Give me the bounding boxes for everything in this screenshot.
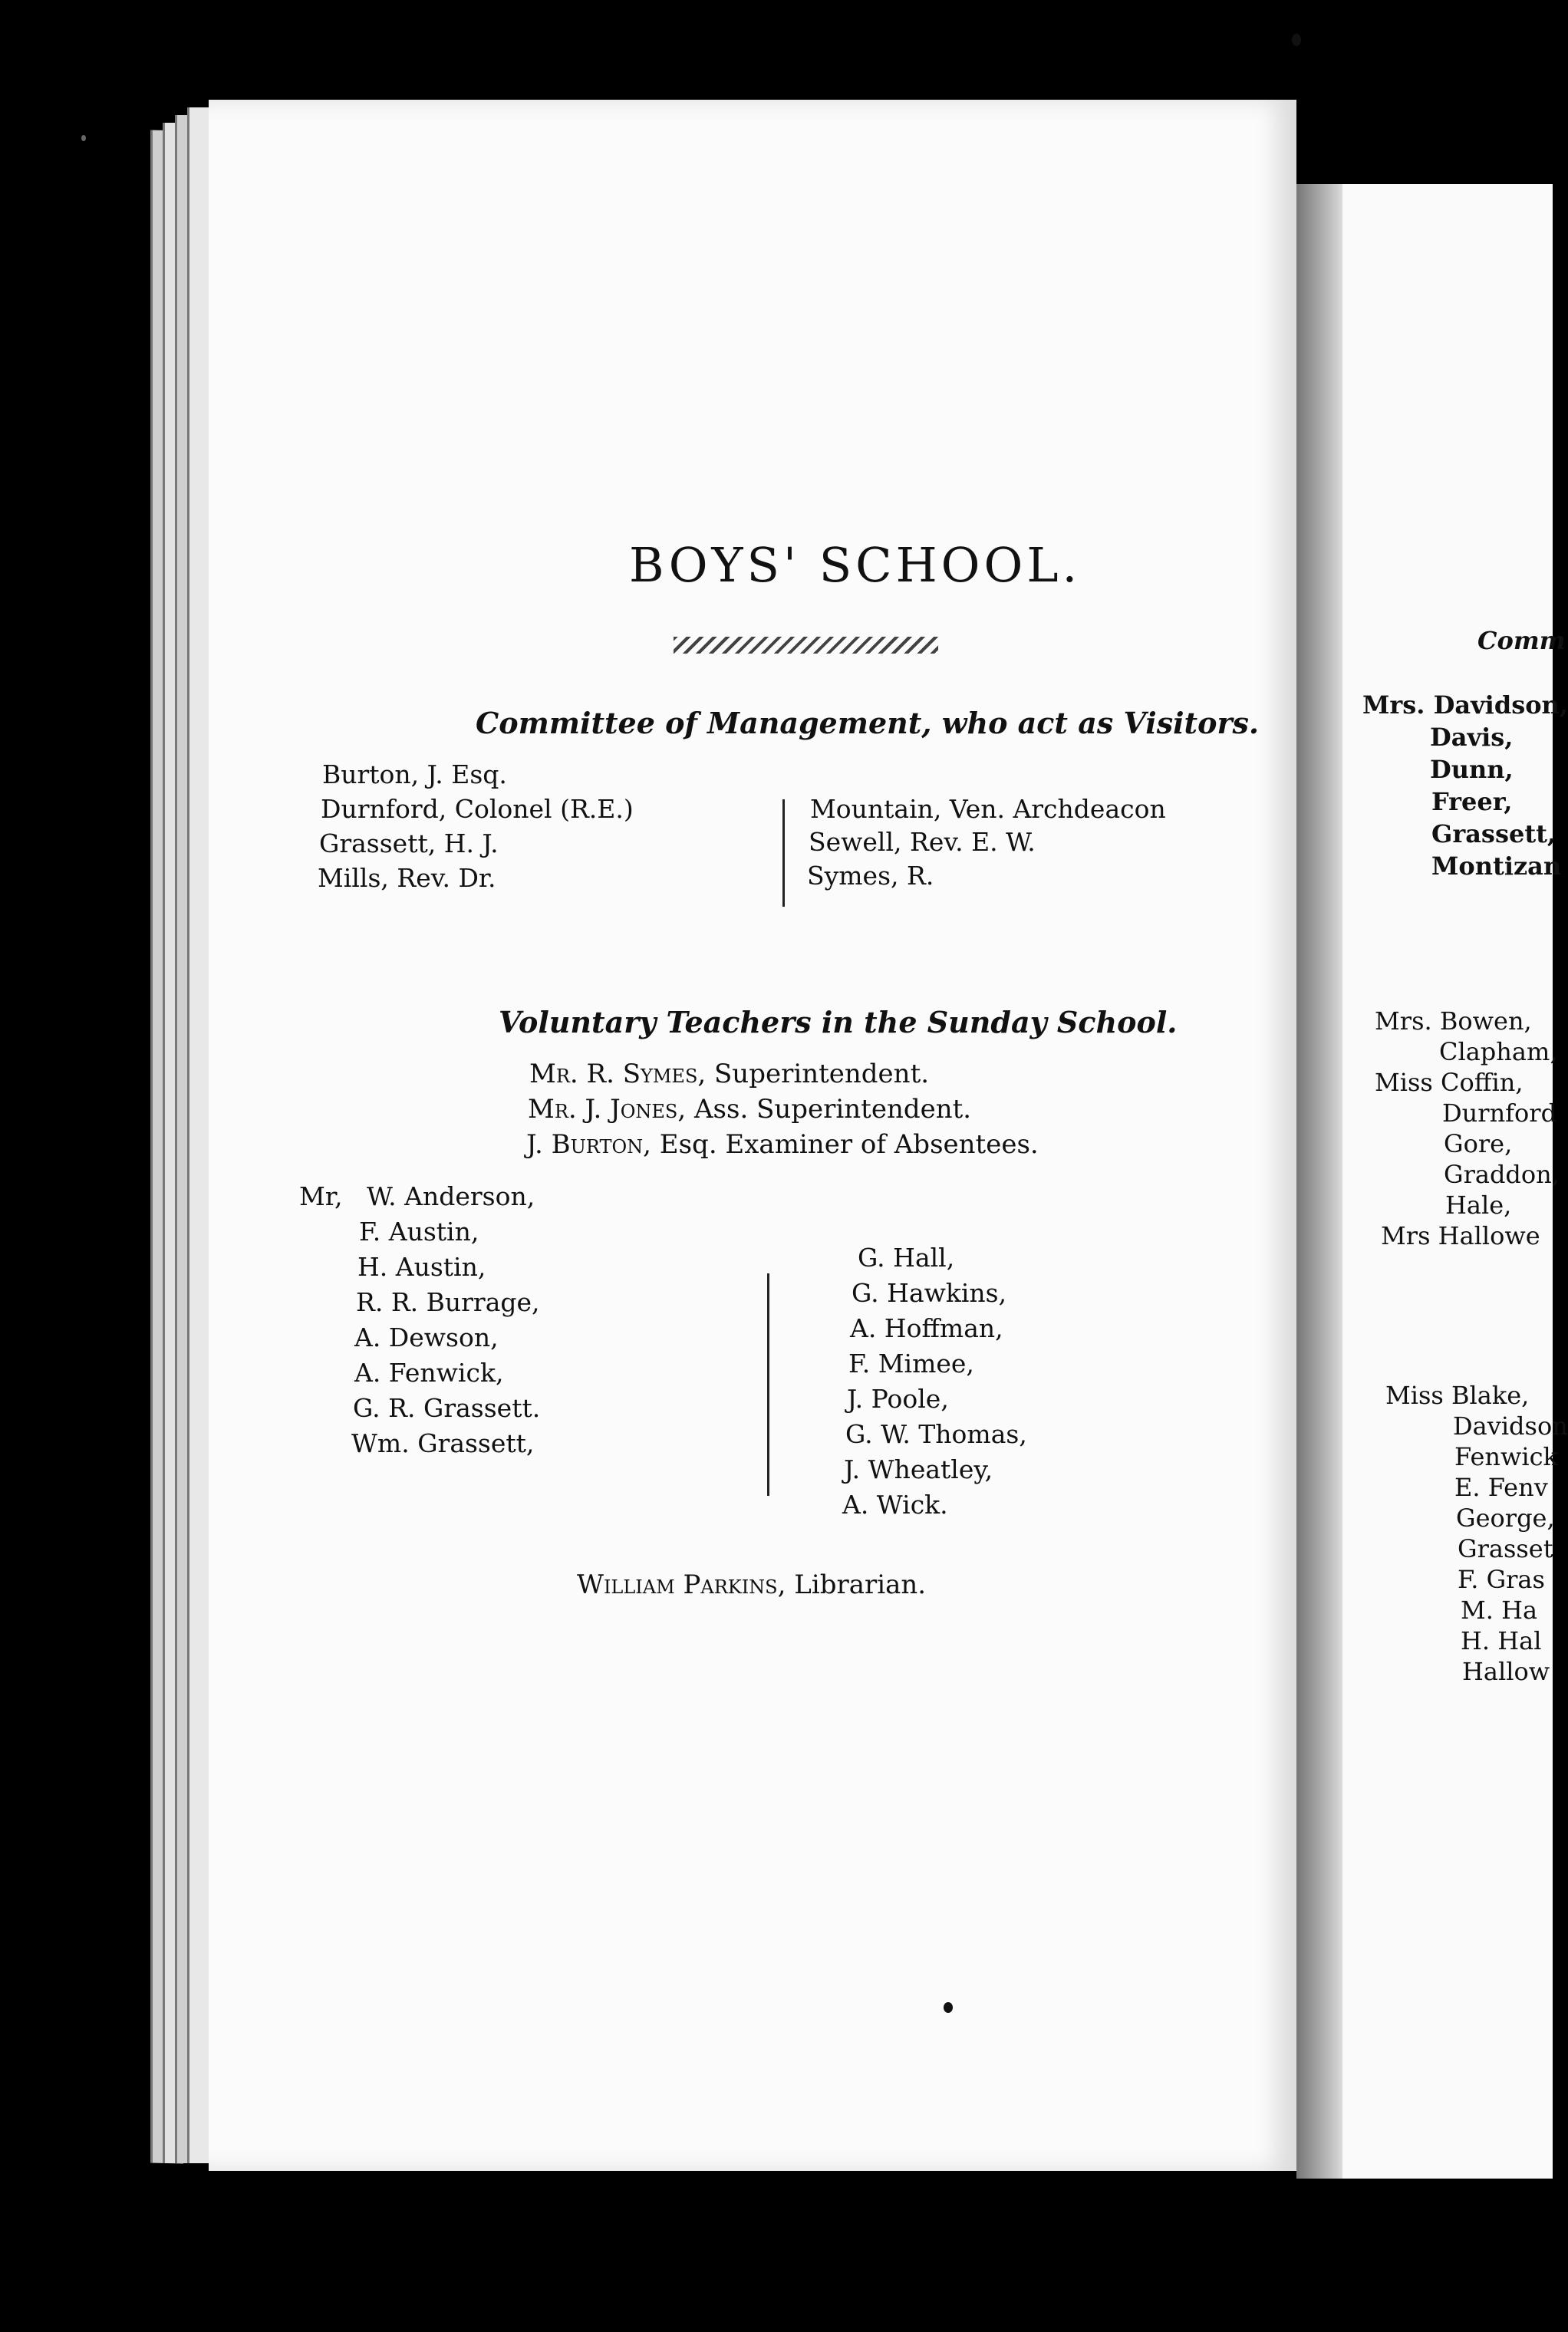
facing-name: George, bbox=[1456, 1504, 1555, 1533]
facing-name: Montizan bbox=[1431, 851, 1562, 881]
teacher-name: G. R. Grassett. bbox=[353, 1393, 541, 1423]
ink-spot bbox=[944, 2002, 953, 2013]
left-page bbox=[209, 100, 1296, 2171]
facing-name: Freer, bbox=[1431, 787, 1513, 816]
facing-name: Hale, bbox=[1445, 1191, 1512, 1220]
facing-name: Graddon, bbox=[1444, 1160, 1560, 1189]
teacher-name: W. Anderson, bbox=[367, 1181, 535, 1211]
committee-member: Sewell, Rev. E. W. bbox=[809, 827, 1036, 857]
examiner-role: Esq. Examiner of Absentees. bbox=[659, 1129, 1039, 1160]
teacher-name: A. Dewson, bbox=[354, 1322, 499, 1352]
facing-name: H. Hal bbox=[1461, 1626, 1542, 1655]
facing-name: Gore, bbox=[1444, 1129, 1513, 1158]
teacher-name: J. Poole, bbox=[847, 1384, 949, 1414]
teacher-name: R. R. Burrage, bbox=[356, 1287, 540, 1317]
committee-member: Burton, J. Esq. bbox=[322, 759, 507, 789]
teacher-name: F. Austin, bbox=[359, 1217, 479, 1247]
facing-page bbox=[1342, 184, 1568, 2179]
facing-name: Durnford bbox=[1442, 1098, 1557, 1128]
teacher-name: H. Austin, bbox=[357, 1252, 486, 1282]
teacher-name: A. Hoffman, bbox=[850, 1313, 1003, 1343]
facing-name: Miss Blake, bbox=[1385, 1381, 1530, 1410]
column-divider bbox=[782, 799, 785, 907]
facing-name: Grasset bbox=[1458, 1534, 1553, 1563]
teacher-name: Wm. Grassett, bbox=[351, 1428, 535, 1458]
teacher-prefix: Mr, bbox=[299, 1181, 343, 1211]
teacher-name: A. Fenwick, bbox=[354, 1358, 504, 1388]
facing-name: Davis, bbox=[1430, 723, 1514, 752]
facing-name: Mrs. Bowen, bbox=[1375, 1006, 1532, 1036]
facing-name: Fenwick bbox=[1454, 1442, 1558, 1471]
committee-member: Mountain, Ven. Archdeacon bbox=[810, 794, 1166, 824]
teachers-heading: Voluntary Teachers in the Sunday School. bbox=[499, 1005, 1178, 1039]
facing-name: Mrs. Davidson, bbox=[1362, 690, 1568, 720]
teacher-name: F. Mimee, bbox=[848, 1349, 974, 1378]
facing-name: Mrs Hallowe bbox=[1381, 1221, 1540, 1250]
ornament-rule bbox=[674, 637, 938, 654]
committee-member: Grassett, H. J. bbox=[319, 828, 499, 858]
facing-name: Grassett, bbox=[1431, 819, 1556, 848]
page-title: BOYS' SCHOOL. bbox=[629, 537, 1082, 593]
examiner-name: J. Burton, bbox=[526, 1129, 651, 1160]
examiner-line bbox=[526, 1129, 1039, 1160]
librarian-line bbox=[577, 1569, 926, 1600]
committee-member: Mills, Rev. Dr. bbox=[318, 863, 496, 893]
ink-spot bbox=[81, 135, 86, 141]
facing-name: Davidson bbox=[1453, 1411, 1568, 1441]
teacher-name: G. Hawkins, bbox=[852, 1278, 1007, 1308]
teacher-name: J. Wheatley, bbox=[844, 1454, 993, 1484]
committee-heading: Committee of Management, who act as Visitors. bbox=[476, 706, 1260, 740]
librarian-role: Librarian. bbox=[794, 1569, 927, 1600]
teacher-name: A. Wick. bbox=[842, 1490, 948, 1520]
superintendent-role: Superintendent. bbox=[714, 1059, 930, 1089]
teacher-name: G. W. Thomas, bbox=[845, 1419, 1027, 1449]
assistant-name: Mr. J. Jones, bbox=[528, 1094, 687, 1125]
facing-name: Miss Coffin, bbox=[1375, 1068, 1524, 1097]
facing-name: Hallow bbox=[1462, 1657, 1550, 1686]
facing-heading: Comm bbox=[1477, 626, 1566, 655]
assistant-line bbox=[528, 1094, 971, 1125]
teacher-name: G. Hall, bbox=[858, 1243, 955, 1273]
facing-name: M. Ha bbox=[1461, 1596, 1538, 1625]
facing-name: E. Fenv bbox=[1454, 1473, 1548, 1502]
ink-spot bbox=[1292, 34, 1301, 46]
librarian-name: William Parkins, bbox=[577, 1569, 786, 1600]
facing-name: Clapham, bbox=[1439, 1037, 1558, 1066]
assistant-role: Ass. Superintendent. bbox=[694, 1094, 972, 1125]
superintendent-name: Mr. R. Symes, bbox=[529, 1059, 707, 1089]
facing-name: F. Gras bbox=[1458, 1565, 1545, 1594]
column-divider bbox=[767, 1273, 769, 1496]
committee-member: Symes, R. bbox=[807, 861, 934, 891]
superintendent-line bbox=[529, 1059, 929, 1089]
committee-member: Durnford, Colonel (R.E.) bbox=[321, 794, 634, 824]
facing-name: Dunn, bbox=[1430, 755, 1514, 784]
